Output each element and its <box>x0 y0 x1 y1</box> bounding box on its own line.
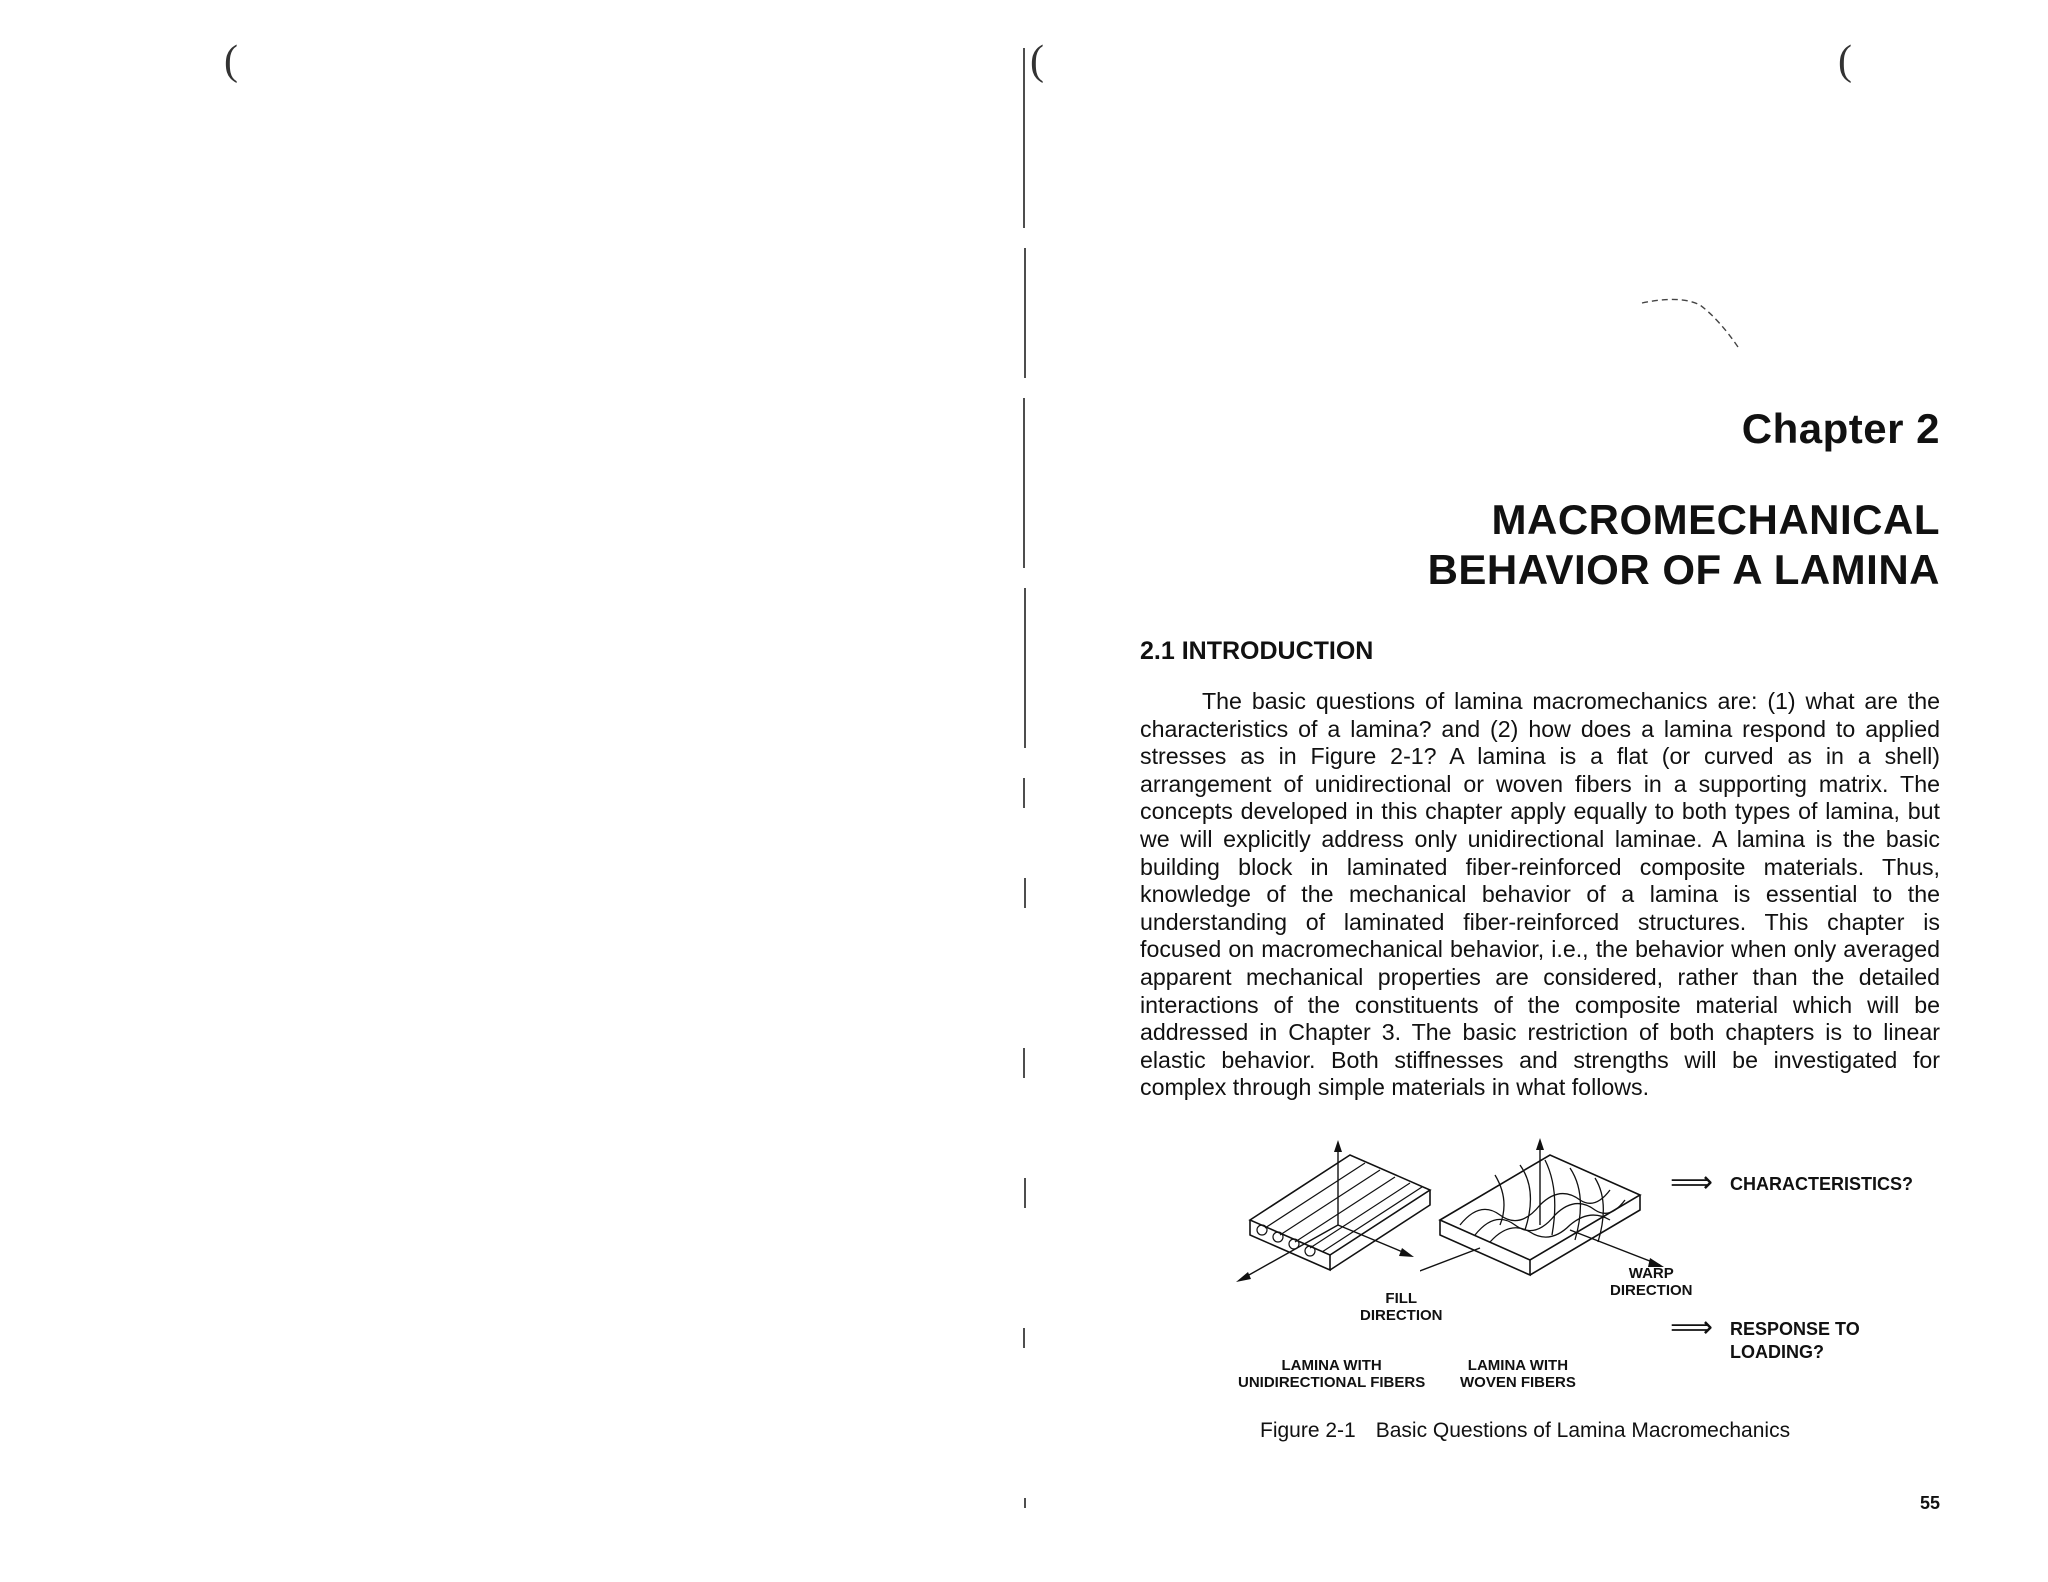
question-characteristics: CHARACTERISTICS? <box>1730 1174 1913 1194</box>
figure-caption <box>1260 1419 1790 1443</box>
question-response-line-2: LOADING? <box>1730 1342 1824 1362</box>
question-response-line-1: RESPONSE TO <box>1730 1319 1860 1339</box>
lamina-uni-line-2: UNIDIRECTIONAL FIBERS <box>1238 1374 1426 1391</box>
chapter-title-line-2: BEHAVIOR OF A LAMINA <box>1427 546 1940 593</box>
lamina-woven-label <box>1460 1357 1576 1391</box>
implies-arrow-icon: ⟹ <box>1670 1166 1714 1199</box>
question-response-to-loading <box>1730 1318 1860 1364</box>
scan-mark-spine-paren: ( <box>1030 38 1044 84</box>
figure-caption-text: Basic Questions of Lamina Macromechanics <box>1375 1419 1791 1442</box>
right-page <box>1140 0 1940 1582</box>
warp-direction-label <box>1610 1265 1693 1299</box>
chapter-title-line-1: MACROMECHANICAL <box>1491 496 1940 543</box>
figure-caption-number: Figure 2-1 <box>1260 1419 1356 1442</box>
intro-paragraph: The basic questions of lamina macromechanics are: (1) what are the characteristics of a lamina? and (2) how does a lamina respond to applied stresses as in Figure 2-1? A lamina is a flat (or curved as in a shell) arrangement of unidirectional or woven fibers in a supporting matrix. The concepts developed in this chapter apply equally to both types of lamina, but we will explicitly address only unidirectional laminae. A lamina is the basic building block in laminated fiber-reinforced composite materials. Thus, knowledge of the mechanical behavior of a lamina is essential to the understanding of laminated fiber-reinforced structures. This chapter is focused on macromechanical behavior, i.e., the behavior when only averaged apparent mechanical properties are considered, rather than the detailed interactions of the constituents of the composite material which will be addressed in Chapter 3. The basic restriction of both chapters is to linear elastic behavior. Both stiffnesses and strengths will be investigated for complex through simple materials in what follows. <box>1140 688 1940 1101</box>
warp-direction-line-1: WARP <box>1628 1265 1674 1282</box>
chapter-number: Chapter 2 <box>1741 405 1940 452</box>
lamina-uni-line-1: LAMINA WITH <box>1281 1357 1382 1374</box>
fill-direction-line-2: DIRECTION <box>1360 1307 1443 1324</box>
page-number: 55 <box>1919 1493 1940 1513</box>
warp-direction-line-2: DIRECTION <box>1610 1282 1693 1299</box>
lamina-unidirectional-label <box>1238 1357 1425 1391</box>
lamina-woven-line-2: WOVEN FIBERS <box>1460 1374 1576 1391</box>
scan-mark-right-paren: ( <box>1838 38 1852 84</box>
fill-direction-line-1: FILL <box>1385 1290 1418 1307</box>
figure-2-1 <box>1230 1130 1930 1410</box>
fill-direction-label <box>1360 1290 1443 1324</box>
implies-arrow-icon: ⟹ <box>1670 1311 1714 1344</box>
scan-mark-left-paren: ( <box>224 38 238 84</box>
chapter-title <box>1428 495 1940 595</box>
lamina-woven-line-1: LAMINA WITH <box>1467 1357 1569 1374</box>
section-heading: 2.1 INTRODUCTION <box>1140 637 1374 665</box>
